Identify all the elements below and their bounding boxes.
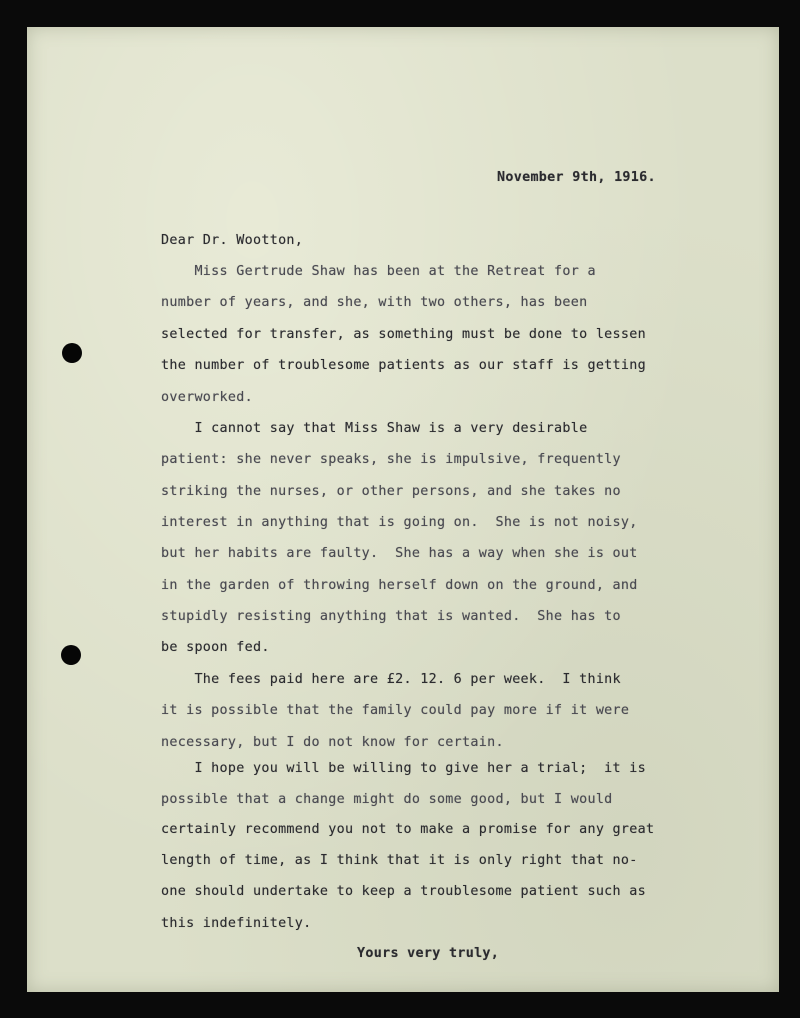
body-line: interest in anything that is going on. She is not noisy, — [161, 515, 638, 530]
body-line: this indefinitely. — [161, 916, 312, 931]
body-line: length of time, as I think that it is only right that no- — [161, 853, 638, 868]
body-line: one should undertake to keep a troublesome patient such as — [161, 884, 646, 899]
letter-closing: Yours very truly, — [357, 946, 500, 961]
letter-salutation: Dear Dr. Wootton, — [161, 233, 304, 248]
body-line: stupidly resisting anything that is wanted. She has to — [161, 609, 621, 624]
punch-hole-bottom — [61, 645, 81, 665]
body-line: overworked. — [161, 390, 253, 405]
body-line: certainly recommend you not to make a promise for any great — [161, 822, 655, 837]
body-line: possible that a change might do some good, but I would — [161, 792, 613, 807]
letter-page — [27, 27, 779, 992]
body-line: it is possible that the family could pay more if it were — [161, 703, 630, 718]
letter-date: November 9th, 1916. — [497, 170, 656, 185]
body-line: number of years, and she, with two others, has been — [161, 295, 588, 310]
body-line: The fees paid here are £2. 12. 6 per week. I think — [161, 672, 621, 687]
body-line: patient: she never speaks, she is impulsive, frequently — [161, 452, 621, 467]
body-line: the number of troublesome patients as our staff is getting — [161, 358, 646, 373]
body-line: necessary, but I do not know for certain. — [161, 735, 504, 750]
body-line: but her habits are faulty. She has a way when she is out — [161, 546, 638, 561]
body-line: selected for transfer, as something must be done to lessen — [161, 327, 646, 342]
body-line: Miss Gertrude Shaw has been at the Retreat for a — [161, 264, 596, 279]
body-line: be spoon fed. — [161, 640, 270, 655]
punch-hole-top — [62, 343, 82, 363]
body-line: I hope you will be willing to give her a trial; it is — [161, 761, 646, 776]
body-line: in the garden of throwing herself down on the ground, and — [161, 578, 638, 593]
body-line: striking the nurses, or other persons, and she takes no — [161, 484, 621, 499]
body-line: I cannot say that Miss Shaw is a very desirable — [161, 421, 588, 436]
